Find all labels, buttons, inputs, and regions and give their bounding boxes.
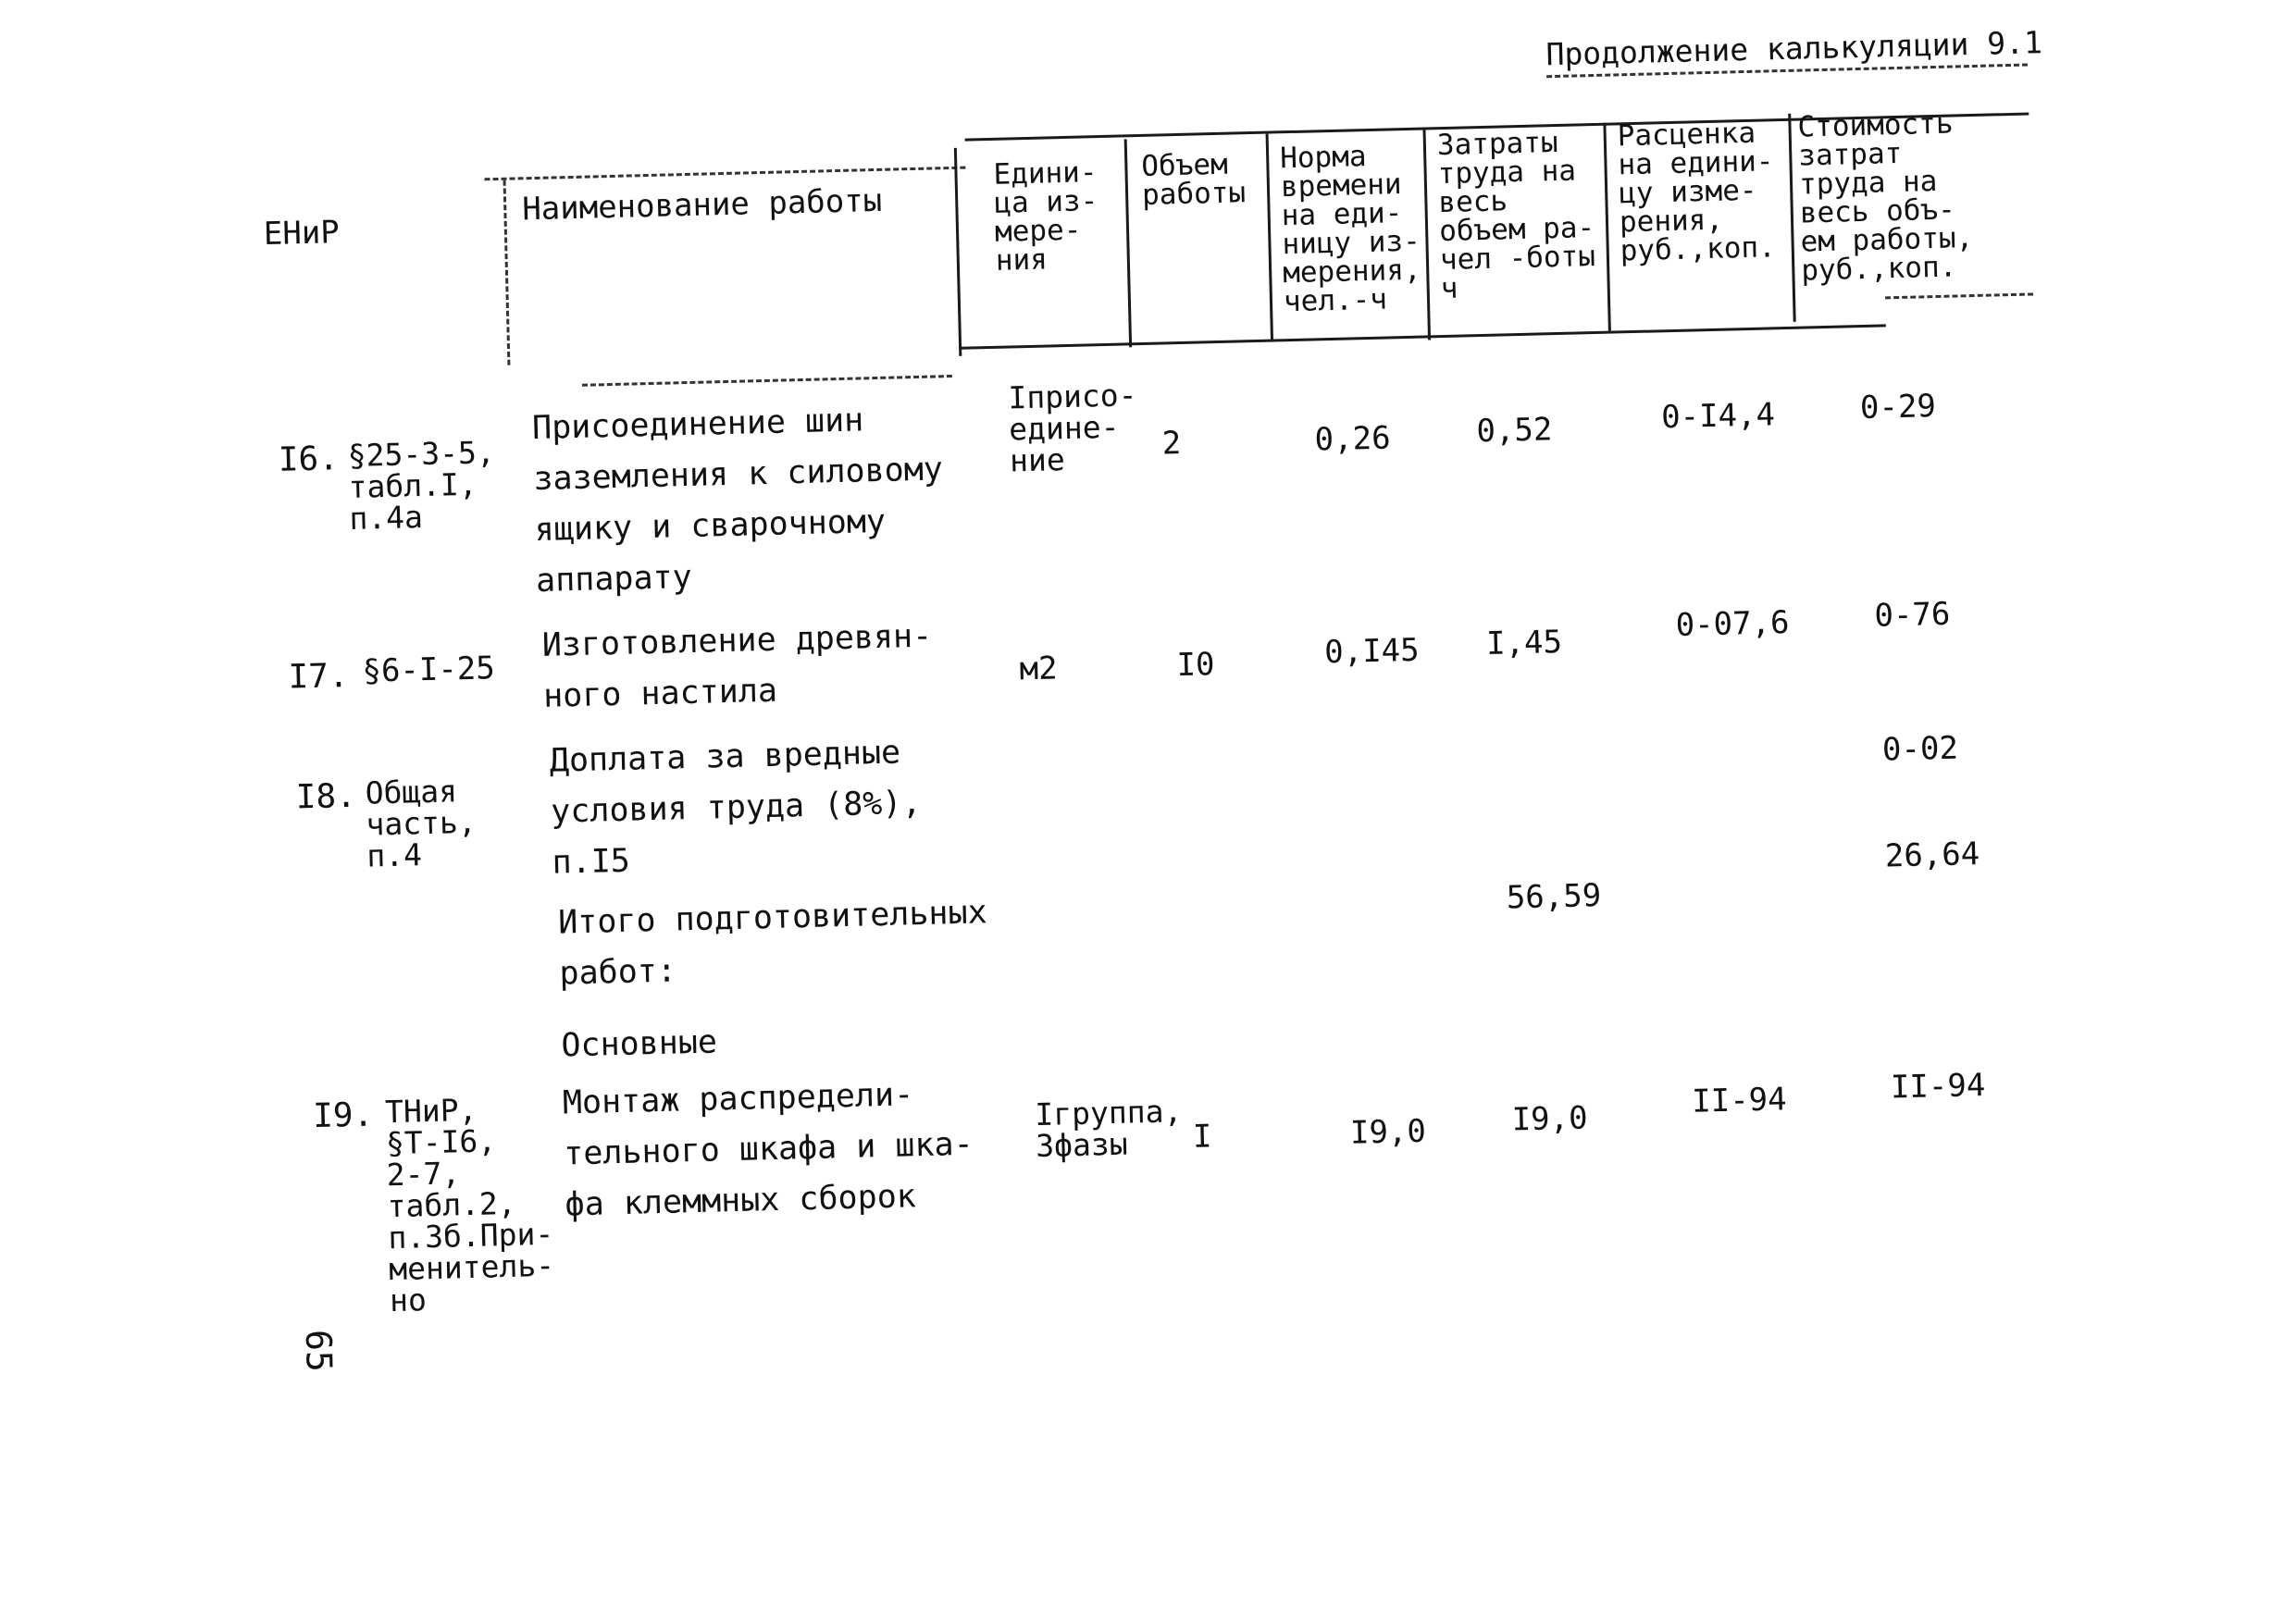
subtotal-labor: 56,59 bbox=[1506, 877, 1602, 917]
row-labor: I,45 bbox=[1485, 624, 1563, 663]
header-norm: Норма времени на еди- ницу из- мерения, чел.-ч bbox=[1279, 140, 1421, 319]
header-bottom-rule-left bbox=[582, 375, 952, 387]
row-norm: 0,26 bbox=[1314, 419, 1392, 459]
row-enir-ref: ТНиР, §Т-I6, 2-7, табл.2, п.3б.При- менитель- но bbox=[384, 1091, 555, 1319]
row-number: I7. bbox=[288, 657, 350, 697]
row-work-name: Монтаж распредели- тельного шкафа и шка- фа клеммных сборок bbox=[562, 1076, 974, 1224]
header-volume: Объем работы bbox=[1140, 147, 1247, 212]
row-labor: 0,52 bbox=[1475, 411, 1553, 451]
header-top-rule-left bbox=[484, 167, 965, 181]
row-enir-ref: Общая часть, п.4 bbox=[365, 773, 478, 874]
row-cost: 0-02 bbox=[1881, 729, 1959, 769]
separator-rate bbox=[1603, 123, 1610, 331]
page-number: 65 bbox=[297, 1329, 340, 1373]
header-rate: Расценка на едини- цу изме- рения, руб.,коп. bbox=[1617, 116, 1777, 268]
row-number: I8. bbox=[295, 776, 357, 817]
header-cost: Стоимость затрат труда на весь объ- ем работы, руб.,коп. bbox=[1797, 106, 1974, 288]
row-enir-ref: §25-3-5, табл.I, п.4а bbox=[347, 434, 496, 537]
header-bottom-rule-right bbox=[1885, 292, 2033, 299]
subtotal-cost: 26,64 bbox=[1884, 835, 1980, 875]
header-labor: Затраты труда на весь объем ра- чел -боты ч bbox=[1436, 125, 1596, 306]
row-unit: м2 bbox=[1019, 650, 1059, 688]
header-enir: ЕНиР bbox=[263, 214, 341, 254]
row-norm: 0,I45 bbox=[1323, 631, 1421, 672]
separator-volume bbox=[1124, 139, 1132, 347]
header-bottom-rule bbox=[961, 324, 1886, 349]
separator-unit bbox=[954, 148, 962, 356]
row-rate: 0-I4,4 bbox=[1660, 396, 1776, 437]
row-rate: 0-07,6 bbox=[1675, 604, 1790, 644]
separator-cost bbox=[1788, 114, 1795, 322]
row-enir-ref: §6-I-25 bbox=[361, 650, 496, 690]
continuation-caption: Продолжение калькуляции 9.1 bbox=[1545, 24, 2043, 73]
header-work-name: Наименование работы bbox=[521, 181, 883, 229]
section-label: Основные bbox=[560, 1023, 718, 1065]
row-cost: II-94 bbox=[1890, 1066, 1986, 1107]
row-work-name: Присоединение шин заземления к силовому ящику и сварочному аппарату bbox=[531, 402, 944, 600]
row-work-name: Изготовление древян- ного настила bbox=[541, 617, 933, 715]
row-work-name: Доплата за вредные условия труда (8%), п.I5 bbox=[549, 734, 922, 882]
row-cost: 0-76 bbox=[1873, 595, 1951, 635]
row-cost: 0-29 bbox=[1859, 388, 1937, 427]
row-unit: Iприсо- едине- ние bbox=[1007, 377, 1137, 479]
subtotal-label: Итого подготовительных работ: bbox=[557, 894, 988, 993]
row-number: I9. bbox=[312, 1095, 374, 1136]
separator-norm bbox=[1266, 134, 1273, 342]
row-volume: I0 bbox=[1176, 646, 1215, 685]
row-labor: I9,0 bbox=[1511, 1099, 1589, 1139]
row-rate: II-94 bbox=[1691, 1081, 1788, 1120]
row-unit: Iгруппа, 3фазы bbox=[1034, 1093, 1183, 1165]
header-unit: Едини- ца из- мере- ния bbox=[993, 155, 1098, 278]
row-number: I6. bbox=[278, 439, 340, 479]
separator-labor bbox=[1422, 127, 1431, 340]
separator-enir bbox=[503, 180, 511, 365]
row-volume: 2 bbox=[1161, 425, 1182, 463]
row-norm: I9,0 bbox=[1349, 1112, 1427, 1152]
row-volume: I bbox=[1192, 1118, 1212, 1156]
